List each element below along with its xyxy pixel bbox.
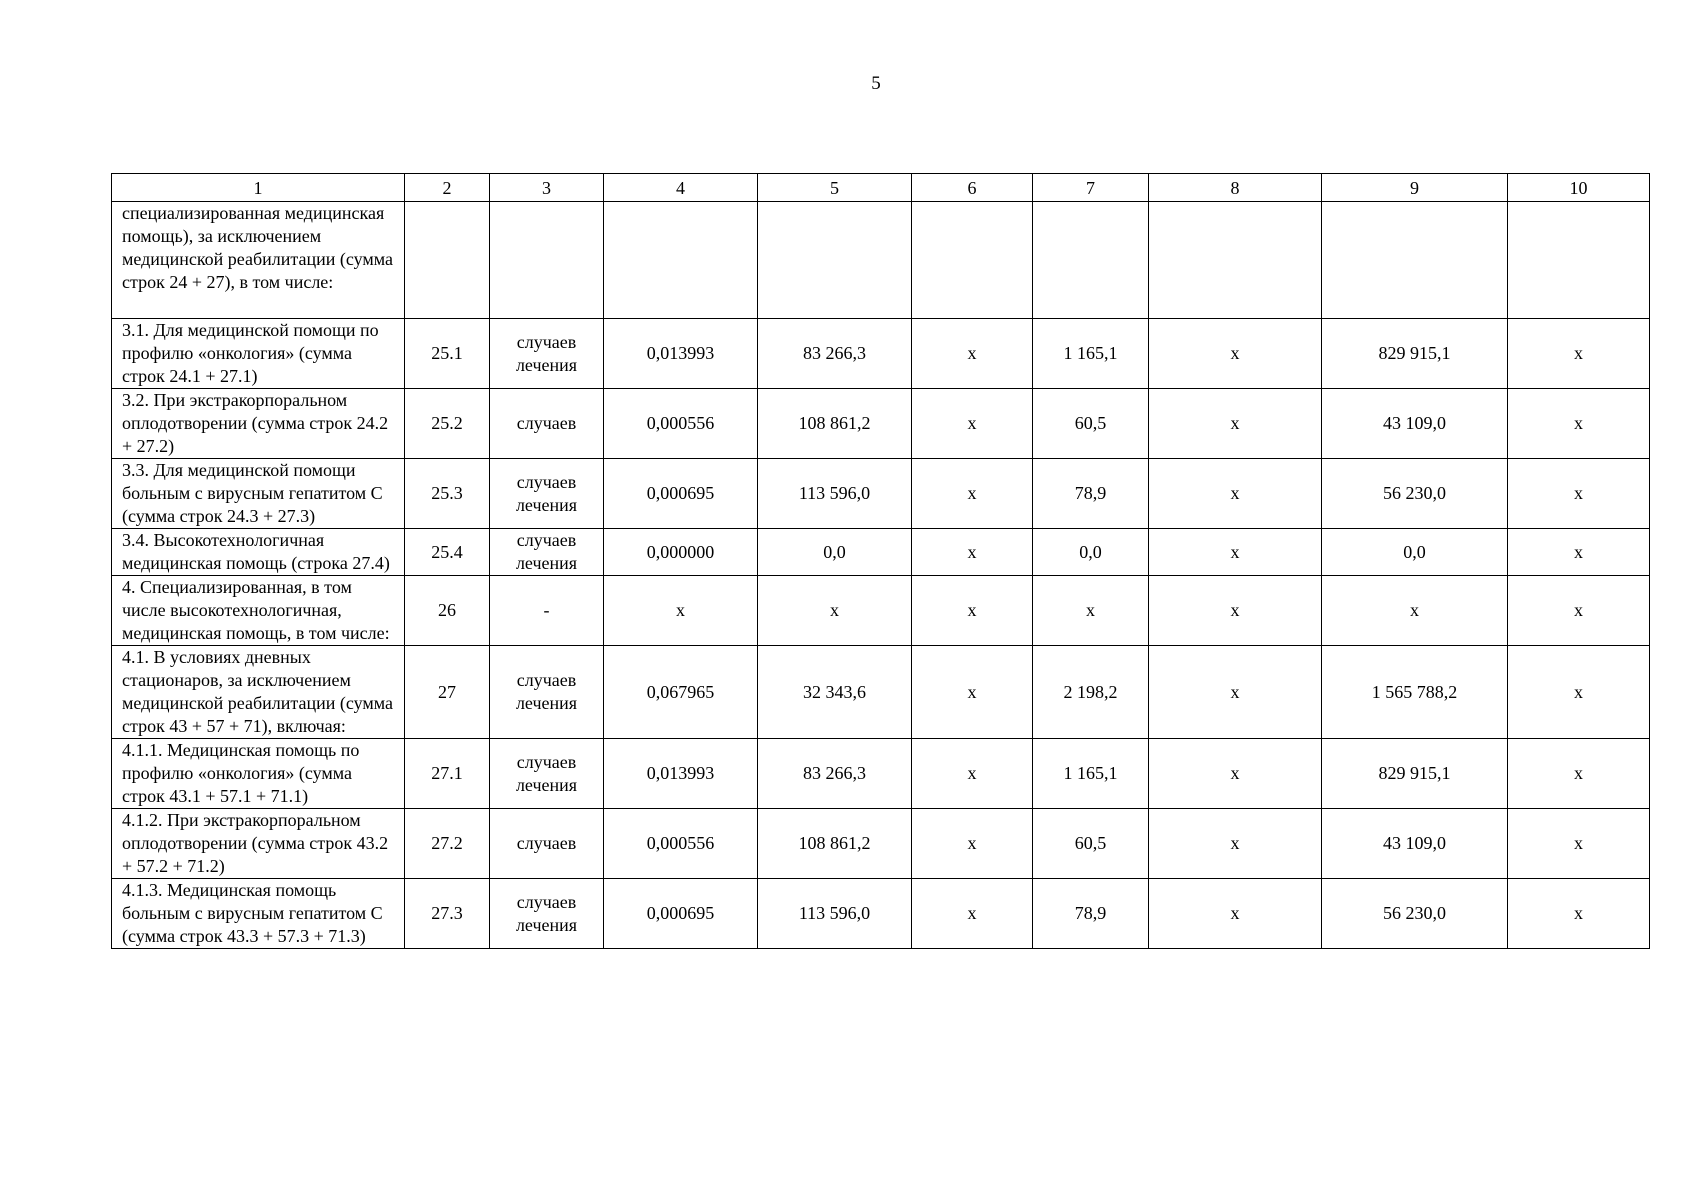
- table-row: [112, 739, 1650, 809]
- row-col6-cell: х: [912, 319, 1033, 389]
- row-unit-cell: случаев лечения: [490, 646, 604, 739]
- row-norm-cell: 0,000000: [604, 529, 758, 576]
- row-col7-cell: 2 198,2: [1033, 646, 1149, 739]
- row-name-cell: специализированная медицинская помощь), за исключением медицинской реабилитации (сумма строк 24 + 27), в том числе:: [112, 202, 405, 319]
- column-header: 2: [405, 174, 490, 202]
- row-unit-cell: случаев: [490, 389, 604, 459]
- row-col7-cell: 0,0: [1033, 529, 1149, 576]
- column-header: 10: [1508, 174, 1650, 202]
- row-norm-cell: 0,000556: [604, 389, 758, 459]
- row-unit-cell: [490, 202, 604, 319]
- table-header-row: [112, 174, 1650, 202]
- row-norm-cell: 0,000695: [604, 459, 758, 529]
- row-col9-cell: 0,0: [1322, 529, 1508, 576]
- row-code-cell: 27.3: [405, 879, 490, 949]
- column-header: 4: [604, 174, 758, 202]
- row-cost-cell: 83 266,3: [758, 739, 912, 809]
- row-col6-cell: х: [912, 389, 1033, 459]
- row-col9-cell: 43 109,0: [1322, 389, 1508, 459]
- row-code-cell: 25.4: [405, 529, 490, 576]
- table-row: [112, 319, 1650, 389]
- row-col8-cell: х: [1149, 646, 1322, 739]
- table-row: [112, 529, 1650, 576]
- table-row: [112, 202, 1650, 319]
- row-unit-cell: -: [490, 576, 604, 646]
- row-col8-cell: х: [1149, 459, 1322, 529]
- row-col10-cell: х: [1508, 809, 1650, 879]
- row-col8-cell: х: [1149, 879, 1322, 949]
- row-norm-cell: 0,000695: [604, 879, 758, 949]
- row-norm-cell: 0,013993: [604, 739, 758, 809]
- row-cost-cell: 83 266,3: [758, 319, 912, 389]
- row-col6-cell: х: [912, 529, 1033, 576]
- row-code-cell: [405, 202, 490, 319]
- row-norm-cell: х: [604, 576, 758, 646]
- row-norm-cell: [604, 202, 758, 319]
- row-col9-cell: 56 230,0: [1322, 459, 1508, 529]
- row-col6-cell: х: [912, 739, 1033, 809]
- row-code-cell: 25.3: [405, 459, 490, 529]
- table-row: [112, 879, 1650, 949]
- row-cost-cell: 113 596,0: [758, 879, 912, 949]
- row-col10-cell: х: [1508, 529, 1650, 576]
- row-unit-cell: случаев лечения: [490, 319, 604, 389]
- row-col10-cell: х: [1508, 576, 1650, 646]
- row-col7-cell: 1 165,1: [1033, 319, 1149, 389]
- row-name-cell: 4.1.1. Медицинская помощь по профилю «онкология» (сумма строк 43.1 + 57.1 + 71.1): [112, 739, 405, 809]
- column-header: 8: [1149, 174, 1322, 202]
- row-col10-cell: [1508, 202, 1650, 319]
- row-cost-cell: 108 861,2: [758, 809, 912, 879]
- row-col10-cell: х: [1508, 389, 1650, 459]
- row-name-cell: 3.1. Для медицинской помощи по профилю «онкология» (сумма строк 24.1 + 27.1): [112, 319, 405, 389]
- row-col7-cell: 1 165,1: [1033, 739, 1149, 809]
- row-cost-cell: 32 343,6: [758, 646, 912, 739]
- row-unit-cell: случаев: [490, 809, 604, 879]
- column-header: 6: [912, 174, 1033, 202]
- row-col9-cell: х: [1322, 576, 1508, 646]
- row-col7-cell: [1033, 202, 1149, 319]
- row-col9-cell: 1 565 788,2: [1322, 646, 1508, 739]
- row-norm-cell: 0,000556: [604, 809, 758, 879]
- table-row: [112, 646, 1650, 739]
- row-col6-cell: х: [912, 576, 1033, 646]
- row-col8-cell: х: [1149, 809, 1322, 879]
- row-col7-cell: 60,5: [1033, 389, 1149, 459]
- row-col6-cell: х: [912, 646, 1033, 739]
- row-col6-cell: х: [912, 459, 1033, 529]
- row-col10-cell: х: [1508, 646, 1650, 739]
- row-code-cell: 26: [405, 576, 490, 646]
- row-unit-cell: случаев лечения: [490, 459, 604, 529]
- row-col7-cell: 78,9: [1033, 459, 1149, 529]
- row-unit-cell: случаев лечения: [490, 529, 604, 576]
- table-row: [112, 809, 1650, 879]
- row-cost-cell: [758, 202, 912, 319]
- row-col9-cell: 56 230,0: [1322, 879, 1508, 949]
- row-col8-cell: х: [1149, 739, 1322, 809]
- row-col8-cell: х: [1149, 576, 1322, 646]
- row-code-cell: 25.2: [405, 389, 490, 459]
- row-norm-cell: 0,013993: [604, 319, 758, 389]
- row-col7-cell: 60,5: [1033, 809, 1149, 879]
- column-header: 7: [1033, 174, 1149, 202]
- row-col10-cell: х: [1508, 879, 1650, 949]
- row-code-cell: 27.2: [405, 809, 490, 879]
- row-col8-cell: х: [1149, 529, 1322, 576]
- row-col6-cell: х: [912, 809, 1033, 879]
- row-name-cell: 4.1.2. При экстракорпоральном оплодотворении (сумма строк 43.2 + 57.2 + 71.2): [112, 809, 405, 879]
- row-col10-cell: х: [1508, 459, 1650, 529]
- row-col6-cell: [912, 202, 1033, 319]
- row-name-cell: 3.4. Высокотехнологичная медицинская помощь (строка 27.4): [112, 529, 405, 576]
- row-unit-cell: случаев лечения: [490, 739, 604, 809]
- row-name-cell: 3.2. При экстракорпоральном оплодотворении (сумма строк 24.2 + 27.2): [112, 389, 405, 459]
- row-code-cell: 27.1: [405, 739, 490, 809]
- row-name-cell: 4. Специализированная, в том числе высокотехнологичная, медицинская помощь, в том числе:: [112, 576, 405, 646]
- row-norm-cell: 0,067965: [604, 646, 758, 739]
- row-cost-cell: 108 861,2: [758, 389, 912, 459]
- data-table: [111, 173, 1650, 949]
- table-row: [112, 389, 1650, 459]
- row-name-cell: 4.1. В условиях дневных стационаров, за исключением медицинской реабилитации (сумма строк 43 + 57 + 71), включая:: [112, 646, 405, 739]
- row-col7-cell: 78,9: [1033, 879, 1149, 949]
- row-col9-cell: 829 915,1: [1322, 739, 1508, 809]
- row-unit-cell: случаев лечения: [490, 879, 604, 949]
- row-code-cell: 25.1: [405, 319, 490, 389]
- row-name-cell: 3.3. Для медицинской помощи больным с вирусным гепатитом С (сумма строк 24.3 + 27.3): [112, 459, 405, 529]
- row-col10-cell: х: [1508, 739, 1650, 809]
- row-name-cell: 4.1.3. Медицинская помощь больным с вирусным гепатитом С (сумма строк 43.3 + 57.3 + 71.3): [112, 879, 405, 949]
- row-cost-cell: 0,0: [758, 529, 912, 576]
- row-col9-cell: 43 109,0: [1322, 809, 1508, 879]
- row-col10-cell: х: [1508, 319, 1650, 389]
- column-header: 9: [1322, 174, 1508, 202]
- row-col8-cell: х: [1149, 389, 1322, 459]
- column-header: 3: [490, 174, 604, 202]
- table-row: [112, 576, 1650, 646]
- page-number: 5: [871, 73, 881, 94]
- column-header: 5: [758, 174, 912, 202]
- row-col9-cell: [1322, 202, 1508, 319]
- row-col8-cell: х: [1149, 319, 1322, 389]
- row-col8-cell: [1149, 202, 1322, 319]
- row-code-cell: 27: [405, 646, 490, 739]
- table-row: [112, 459, 1650, 529]
- row-col7-cell: х: [1033, 576, 1149, 646]
- column-header: 1: [112, 174, 405, 202]
- row-col9-cell: 829 915,1: [1322, 319, 1508, 389]
- row-cost-cell: х: [758, 576, 912, 646]
- row-col6-cell: х: [912, 879, 1033, 949]
- row-cost-cell: 113 596,0: [758, 459, 912, 529]
